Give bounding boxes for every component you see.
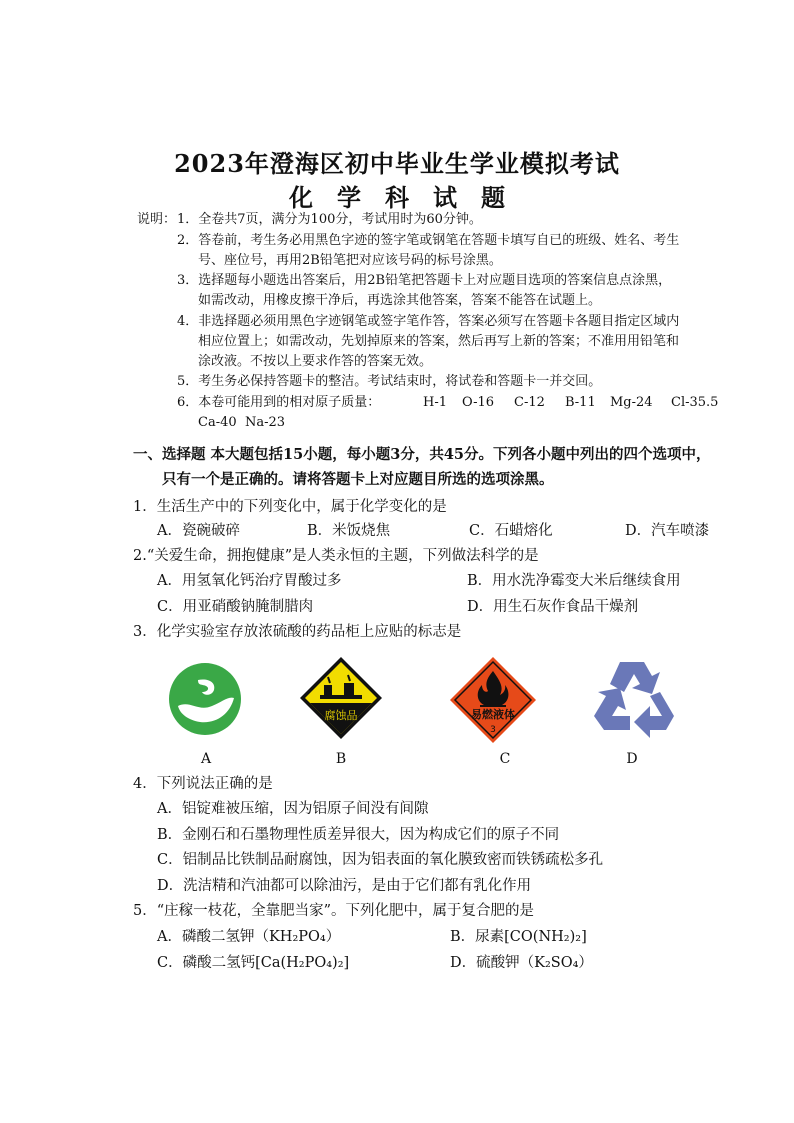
q5-option-a: A．磷酸二氢钾（KH₂PO₄）: [157, 929, 341, 945]
note-5: 5．考生务必保持答题卡的整洁。考试结束时，将试卷和答题卡一并交回。: [177, 374, 602, 389]
q4-stem: 4．下列说法正确的是: [133, 776, 273, 792]
sign-c-flammable-icon: [448, 655, 538, 745]
q2-option-c: C．用亚硝酸钠腌制腊肉: [157, 599, 314, 615]
mass-h: H-1: [423, 395, 448, 410]
q3-stem: 3．化学实验室存放浓硫酸的药品柜上应贴的标志是: [133, 624, 462, 640]
note-3b: 如需改动，用橡皮擦干净后，再选涂其他答案，答案不能答在试题上。: [198, 293, 602, 308]
mass-mg: Mg-24: [610, 395, 653, 410]
q2-option-b: B．用水洗净霉变大米后继续食用: [467, 573, 681, 589]
q2-option-d: D．用生石灰作食品干燥剂: [467, 599, 639, 615]
sign-b-text: 腐蚀品: [324, 709, 358, 722]
note-2a: 2．答卷前，考生务必用黑色字迹的签字笔或钢笔在答题卡填写自已的班级、姓名、考生: [177, 233, 680, 248]
q4-option-a: A．铝锭难被压缩，因为铝原子间没有间隙: [157, 801, 429, 817]
note-2b: 号、座位号，再用2B铅笔把对应该号码的标号涂黑。: [198, 253, 502, 268]
q2-stem: 2.“关爱生命，拥抱健康”是人类永恒的主题，下列做法科学的是: [133, 548, 539, 564]
q4-option-d: D．洗洁精和汽油都可以除油污，是由于它们都有乳化作用: [157, 878, 532, 894]
sign-c-text: 易燃液体: [471, 708, 515, 721]
q4-option-b: B．金刚石和石墨物理性质差异很大，因为构成它们的原子不同: [157, 827, 560, 843]
note-3a: 3．选择题每小题选出答案后，用2B铅笔把答题卡上对应题目选项的答案信息点涂黑，: [177, 273, 672, 288]
note-1: 1．全卷共7页，满分为100分，考试用时为60分钟。: [177, 212, 482, 227]
q5-option-b: B．尿素[CO(NH₂)₂]: [450, 929, 587, 945]
section-heading-1: 一、选择题 本大题包括15小题，每小题3分，共45分。下列各小题中列出的四个选项中，: [133, 446, 711, 463]
sign-b-corrosive-icon: [298, 655, 384, 741]
mass-c: C-12: [514, 395, 545, 410]
q1-option-b: B．米饭烧焦: [307, 523, 391, 539]
section-heading-2: 只有一个是正确的。请将答题卡上对应题目所选的选项涂黑。: [162, 471, 554, 488]
subject-title: 化学科试题: [289, 183, 529, 212]
q5-option-c: C．磷酸二氢钙[Ca(H₂PO₄)₂]: [157, 955, 350, 971]
note-4a: 4．非选择题必须用黑色字迹钢笔或签字笔作答，答案必须写在答题卡各题目指定区域内: [177, 314, 680, 329]
sign-label-d: D: [626, 751, 638, 767]
note-4c: 涂改液。不按以上要求作答的答案无效。: [198, 354, 433, 369]
sign-d-recycle-icon: [590, 658, 678, 740]
q5-option-d: D．硫酸钾（K₂SO₄）: [450, 955, 593, 971]
mass-ca: Ca-40: [198, 415, 237, 430]
sign-label-c: C: [499, 751, 511, 767]
q1-stem: 1．生活生产中的下列变化中，属于化学变化的是: [133, 499, 447, 515]
sign-label-b: B: [335, 751, 347, 767]
sign-c-number: 3: [490, 725, 496, 735]
mass-b: B-11: [565, 395, 596, 410]
mass-o: O-16: [462, 395, 495, 410]
q5-stem: 5．“庄稼一枝花，全靠肥当家”。下列化肥中，属于复合肥的是: [133, 903, 535, 919]
q1-option-a: A．瓷碗破碎: [157, 523, 240, 539]
q1-option-d: D．汽车喷漆: [625, 523, 710, 539]
mass-na: Na-23: [245, 415, 286, 430]
q1-option-c: C．石蜡熔化: [469, 523, 553, 539]
q4-option-c: C．铝制品比铁制品耐腐蚀，因为铝表面的氧化膜致密而铁锈疏松多孔: [157, 852, 604, 868]
note-4b: 相应位置上；如需改动，先划掉原来的答案，然后再写上新的答案；不准用用铅笔和: [198, 334, 680, 349]
sign-label-a: A: [200, 751, 212, 767]
mass-cl: Cl-35.5: [671, 395, 719, 410]
sign-a-green-icon: [168, 662, 242, 736]
notes-prefix: 说明：: [137, 212, 177, 227]
note-6: 6．本卷可能用到的相对原子质量：: [177, 395, 381, 410]
exam-title: 2023年澄海区初中毕业生学业模拟考试: [174, 149, 620, 178]
q2-option-a: A．用氢氧化钙治疗胃酸过多: [157, 573, 342, 589]
